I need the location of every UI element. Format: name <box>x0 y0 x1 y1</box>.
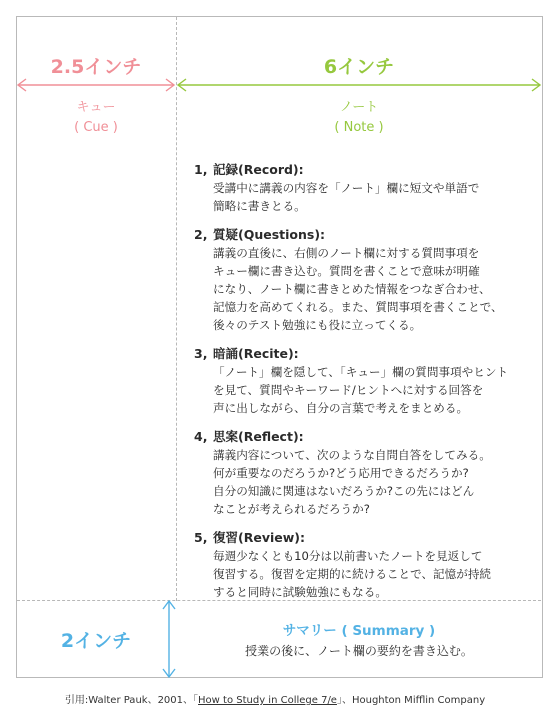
step-title: 暗誦(Recite): <box>213 346 299 361</box>
step-line: 後々のテスト勉強にも役に立ってくる。 <box>213 318 422 332</box>
step-questions <box>194 226 534 334</box>
step-line: 毎週少なくとも10分は以前書いたノートを見返して <box>213 549 483 563</box>
step-line: キュー欄に書き込む。質問を書くことで意味が明確 <box>213 264 480 278</box>
step-number: 4, <box>194 429 208 444</box>
step-line: 受講中に講義の内容を「ノート」欄に短文や単語で <box>213 181 480 195</box>
step-title: 復習(Review): <box>213 530 305 545</box>
step-line: 声に出しながら、自分の言葉で考えをまとめる。 <box>213 401 469 415</box>
step-line: 講義内容について、次のような自問自答をしてみる。 <box>213 448 491 462</box>
note-name-en: ( Note ) <box>334 120 384 135</box>
step-number: 1, <box>194 162 208 177</box>
summary-height-label: 2インチ <box>60 630 132 652</box>
step-recite <box>194 345 534 417</box>
note-name: ノート <box>339 100 379 115</box>
step-line: 簡略に書きとる。 <box>213 199 306 213</box>
cue-column-label <box>17 98 175 138</box>
summary-title: サマリー ( Summary ) <box>282 623 436 639</box>
step-record <box>194 161 534 215</box>
step-description <box>213 363 534 417</box>
step-description <box>213 244 534 334</box>
cue-width-arrow <box>18 79 174 91</box>
step-line: すると同時に試験勉強にもなる。 <box>213 585 387 599</box>
step-line: 記憶力を高めてくれる。また、質問事項を書くことで、 <box>213 300 503 314</box>
note-width-label: 6インチ <box>323 56 395 78</box>
step-reflect <box>194 428 534 518</box>
step-line: 何が重要なのだろうか?どう応用できるだろうか? <box>213 466 469 480</box>
step-line: 講義の直後に、右側のノート欄に対する質問事項を <box>213 246 480 260</box>
step-line: を見て、質問やキーワード/ヒントへに対する回答を <box>213 383 484 397</box>
cue-name: キュー <box>76 100 116 115</box>
citation-prefix: 引用:Walter Pauk、2001、「 <box>64 695 199 706</box>
step-title: 質疑(Questions): <box>213 227 326 242</box>
note-width-arrow <box>178 79 540 91</box>
step-title: 思案(Reflect): <box>213 429 304 444</box>
step-number: 3, <box>194 346 208 361</box>
step-line: 自分の知識に関連はないだろうか?この先にはどん <box>213 484 475 498</box>
step-line: なことが考えられるだろうか? <box>213 502 370 516</box>
step-description <box>213 547 534 601</box>
step-line: 「ノート」欄を隠して、「キュー」欄の質問事項やヒント <box>213 365 509 379</box>
step-description <box>213 446 534 518</box>
cue-name-en: ( Cue ) <box>74 120 118 135</box>
note-column-label <box>178 98 540 138</box>
step-number: 2, <box>194 227 208 242</box>
step-line: 復習する。復習を定期的に続けることで、記憶が持続 <box>213 567 492 581</box>
step-line: になり、ノート欄に書きとめた情報をつなぎ合わせ、 <box>213 282 491 296</box>
citation-suffix: 」、Houghton Mifflin Company <box>336 695 486 706</box>
step-list <box>194 161 534 612</box>
step-title: 記録(Record): <box>213 162 304 177</box>
step-review <box>194 529 534 601</box>
citation <box>0 691 550 706</box>
cue-width-label: 2.5インチ <box>50 56 142 78</box>
step-description <box>213 179 534 215</box>
citation-book-title: How to Study in College 7/e <box>198 695 337 706</box>
step-number: 5, <box>194 530 208 545</box>
summary-description: 授業の後に、ノート欄の要約を書き込む。 <box>245 644 473 658</box>
